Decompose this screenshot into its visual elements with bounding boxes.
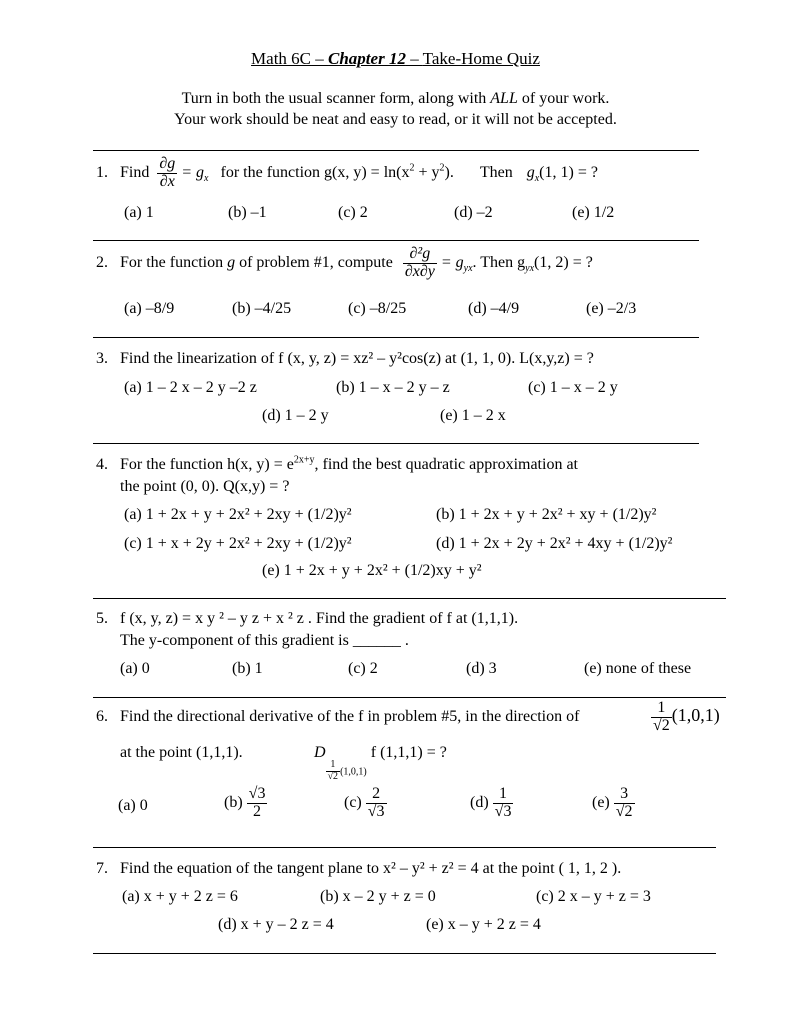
instructions-line-1: Turn in both the usual scanner form, along with ALL of your work. xyxy=(181,90,610,107)
divider xyxy=(93,847,716,848)
question-2: 2. For the function g of problem #1, compute $\frac{\text{∂²g}}{\partial x\partial y}$ = $g_{yx}$. Then $g_{yx}(1$, 2) = ? xyxy=(96,245,593,280)
divider xyxy=(93,240,699,241)
q7-choice-c: (c) 2 x – y + z = 3 xyxy=(536,888,651,905)
instructions-line-2: Your work should be neat and easy to read, or it will not be accepted. xyxy=(174,111,617,128)
q3-choice-b: (b) 1 – x – 2 y – z xyxy=(336,379,450,396)
question-3: Find the linearization of f (x, y, z) = xz² – y²cos(z) at (1, 1, 0). L(x,y,z) = ? xyxy=(120,350,594,367)
q5-choice-a: (a) 0 xyxy=(120,660,150,677)
q2-choice-c: (c) –8/25 xyxy=(348,300,407,317)
page-title: Math 6C – Chapter 12 – Take-Home Quiz xyxy=(251,49,540,68)
question-6-line-1: Find the directional derivative of the f in problem #5, in the direction of xyxy=(120,708,580,725)
q3-number: 3. xyxy=(96,350,108,367)
q5-choice-c: (c) 2 xyxy=(348,660,378,677)
q6-choice-a: (a) 0 xyxy=(118,797,148,814)
q6-directional-derivative: D $\frac{1}{√2}$ (1,0,1) f (1,1,1) = ? xyxy=(314,744,447,782)
question-7: Find the equation of the tangent plane to x² – y² + z² = 4 at the point ( 1, 1, 2 ). xyxy=(120,860,622,877)
q7-choice-b: (b) x – 2 y + z = 0 xyxy=(320,888,436,905)
q5-choice-e: (e) none of these xyxy=(584,660,692,677)
q6-choice-e: (e) $\frac{3}{√2}$ xyxy=(592,785,633,820)
q6-choice-d: (d) $\frac{1}{√3}$ xyxy=(470,785,512,820)
q6-number: 6. xyxy=(96,708,108,725)
q5-number: 5. xyxy=(96,610,108,627)
q1-choice-c: (c) 2 xyxy=(338,204,368,221)
q2-choice-a: (a) –8/9 xyxy=(124,300,175,317)
q5-choice-b: (b) 1 xyxy=(232,660,263,677)
question-5-line-2: The y-component of this gradient is ______ . xyxy=(120,632,409,649)
q2-choice-e: (e) –2/3 xyxy=(586,300,637,317)
q3-choice-d: (d) 1 – 2 y xyxy=(262,407,329,424)
q7-choice-e: (e) x – y + 2 z = 4 xyxy=(426,916,541,933)
q4-choice-e: (e) 1 + 2x + y + 2x² + (1/2)xy + y² xyxy=(262,562,482,579)
q6-direction-vector: $\frac{1}{√2}$ (1,0,1) xyxy=(653,699,720,734)
q3-choice-c: (c) 1 – x – 2 y xyxy=(528,379,618,396)
q1-choice-a: (a) 1 xyxy=(124,204,154,221)
q7-choice-a: (a) x + y + 2 z = 6 xyxy=(122,888,238,905)
q7-number: 7. xyxy=(96,860,108,877)
q4-choice-b: (b) 1 + 2x + y + 2x² + xy + (1/2)y² xyxy=(436,506,657,523)
q3-choice-e: (e) 1 – 2 x xyxy=(440,407,506,424)
q2-choice-d: (d) –4/9 xyxy=(468,300,520,317)
divider xyxy=(93,443,699,444)
q4-choice-d: (d) 1 + 2x + 2y + 2x² + 4xy + (1/2)y² xyxy=(436,535,673,552)
divider xyxy=(93,150,699,151)
q4-choice-c: (c) 1 + x + 2y + 2x² + 2xy + (1/2)y² xyxy=(124,535,352,552)
divider xyxy=(93,337,699,338)
q6-choice-c: (c) $\frac{2}{√3}$ xyxy=(344,785,385,820)
q1-choice-e: (e) 1/2 xyxy=(572,204,615,221)
q4-choice-a: (a) 1 + 2x + y + 2x² + 2xy + (1/2)y² xyxy=(124,506,352,523)
question-1: 1. Find $\frac{\partial g}{\partial x}$ = $g_x$ for the function g(x, $y) = \ln(x^2 + y^2)$. Then $g_x(1$, 1) = ? xyxy=(96,155,598,190)
q1-choice-d: (d) –2 xyxy=(454,204,493,221)
divider xyxy=(93,953,716,954)
q1-choice-b: (b) –1 xyxy=(228,204,267,221)
question-6-line-2: at the point (1,1,1). xyxy=(120,744,243,761)
question-5-line-1: f (x, y, z) = x y ² – y z + x ² z . Find the gradient of f at (1,1,1). xyxy=(120,610,519,627)
q6-choice-b: (b) $\frac{√3}{2}$ xyxy=(224,785,266,820)
q4-number: 4. xyxy=(96,456,108,473)
q3-choice-a: (a) 1 – 2 x – 2 y –2 z xyxy=(124,379,257,396)
divider xyxy=(93,697,726,698)
question-4-line-1: For the function h(x, $y) = e^{2x+y}$, find the best quadratic approximation at xyxy=(120,454,578,473)
q5-choice-d: (d) 3 xyxy=(466,660,497,677)
divider xyxy=(93,598,726,599)
question-4-line-2: the point (0, 0). Q(x,y) = ? xyxy=(120,478,290,495)
q2-choice-b: (b) –4/25 xyxy=(232,300,292,317)
q7-choice-d: (d) x + y – 2 z = 4 xyxy=(218,916,334,933)
